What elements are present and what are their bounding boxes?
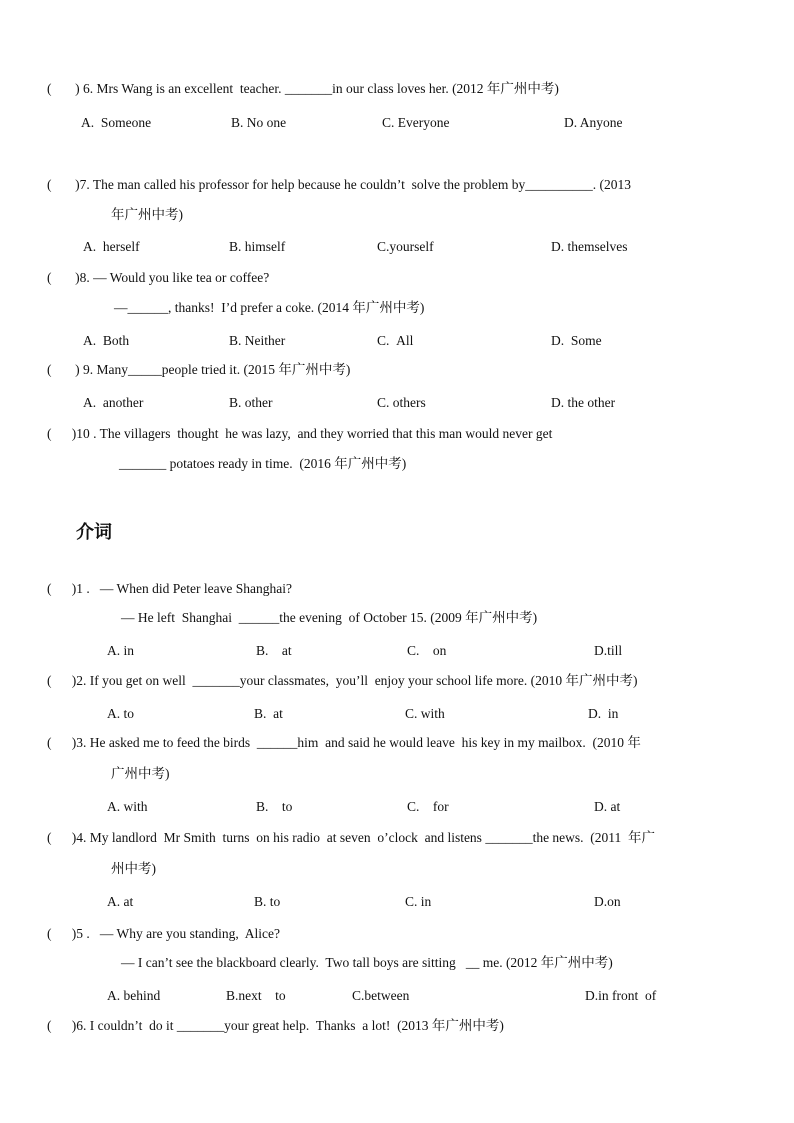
option-c: C. for: [407, 799, 449, 814]
option-b: B. Neither: [229, 333, 286, 348]
option-a: A. herself: [83, 239, 140, 254]
option-b: B. No one: [231, 115, 287, 130]
option-b: B. other: [229, 395, 273, 410]
option-a: A. at: [107, 894, 134, 909]
option-b: B. at: [254, 706, 283, 721]
question-line-continued: —______, thanks! I’d prefer a coke. (2014 年广州中考): [114, 300, 425, 315]
option-a: A. to: [107, 706, 134, 721]
question-line: ( )10 . The villagers thought he was lazy, and they worried that this man would never get: [47, 426, 553, 441]
option-d: D. themselves: [551, 239, 628, 254]
question-line: ( )6. I couldn’t do it _______your great help. Thanks a lot! (2013 年广州中考): [47, 1018, 504, 1033]
option-a: A. Both: [83, 333, 130, 348]
option-a: A. another: [83, 395, 144, 410]
question-line-continued: — He left Shanghai ______the evening of October 15. (2009 年广州中考): [121, 610, 538, 625]
question-line: ( )8. — Would you like tea or coffee?: [47, 270, 270, 285]
question-line: ( )5 . — Why are you standing, Alice?: [47, 926, 280, 941]
option-a: A. in: [107, 643, 134, 658]
question-line: ( )1 . — When did Peter leave Shanghai?: [47, 581, 292, 596]
option-d: D.till: [594, 643, 623, 658]
option-d: D. the other: [551, 395, 616, 410]
option-b: B. to: [256, 799, 293, 814]
option-d: D. in: [588, 706, 619, 721]
option-d: D. Some: [551, 333, 602, 348]
question-line: ( ) 6. Mrs Wang is an excellent teacher. _______in our class loves her. (2012 年广州中考): [47, 81, 559, 96]
option-c: C. others: [377, 395, 426, 410]
option-d: D.on: [594, 894, 621, 909]
question-line-continued: 年广州中考): [111, 207, 183, 222]
option-c: C. with: [405, 706, 445, 721]
question-line-continued: _______ potatoes ready in time. (2016 年广州中考): [119, 456, 407, 471]
option-b: B. at: [256, 643, 292, 658]
option-a: A. behind: [107, 988, 161, 1003]
option-b: B. to: [254, 894, 281, 909]
option-d: D. at: [594, 799, 621, 814]
option-d: D.in front of: [585, 988, 657, 1003]
option-a: A. Someone: [81, 115, 152, 130]
question-line: ( )4. My landlord Mr Smith turns on his radio at seven o’clock and listens _______the news. (2011 年广: [47, 830, 656, 845]
question-line: ( )2. If you get on well _______your classmates, you’ll enjoy your school life more. (2010 年广州中考): [47, 673, 638, 688]
option-c: C. Everyone: [382, 115, 450, 130]
question-line-continued: 州中考): [111, 861, 156, 876]
question-line: ( )3. He asked me to feed the birds ______him and said he would leave his key in my mailbox. (2010 年: [47, 735, 641, 750]
option-c: C. in: [405, 894, 432, 909]
option-c: C.yourself: [377, 239, 434, 254]
question-line: ( ) 9. Many_____people tried it. (2015 年广州中考): [47, 362, 351, 377]
option-b: B. himself: [229, 239, 286, 254]
question-line: ( )7. The man called his professor for help because he couldn’t solve the problem by__________. (2013: [47, 177, 631, 192]
option-d: D. Anyone: [564, 115, 623, 130]
option-a: A. with: [107, 799, 148, 814]
section-title: 介词: [76, 522, 112, 543]
question-line-continued: — I can’t see the blackboard clearly. Two tall boys are sitting __ me. (2012 年广州中考): [121, 955, 613, 970]
option-b: B.next to: [226, 988, 286, 1003]
option-c: C. on: [407, 643, 447, 658]
option-c: C.between: [352, 988, 410, 1003]
option-c: C. All: [377, 333, 414, 348]
question-line-continued: 广州中考): [111, 766, 170, 781]
